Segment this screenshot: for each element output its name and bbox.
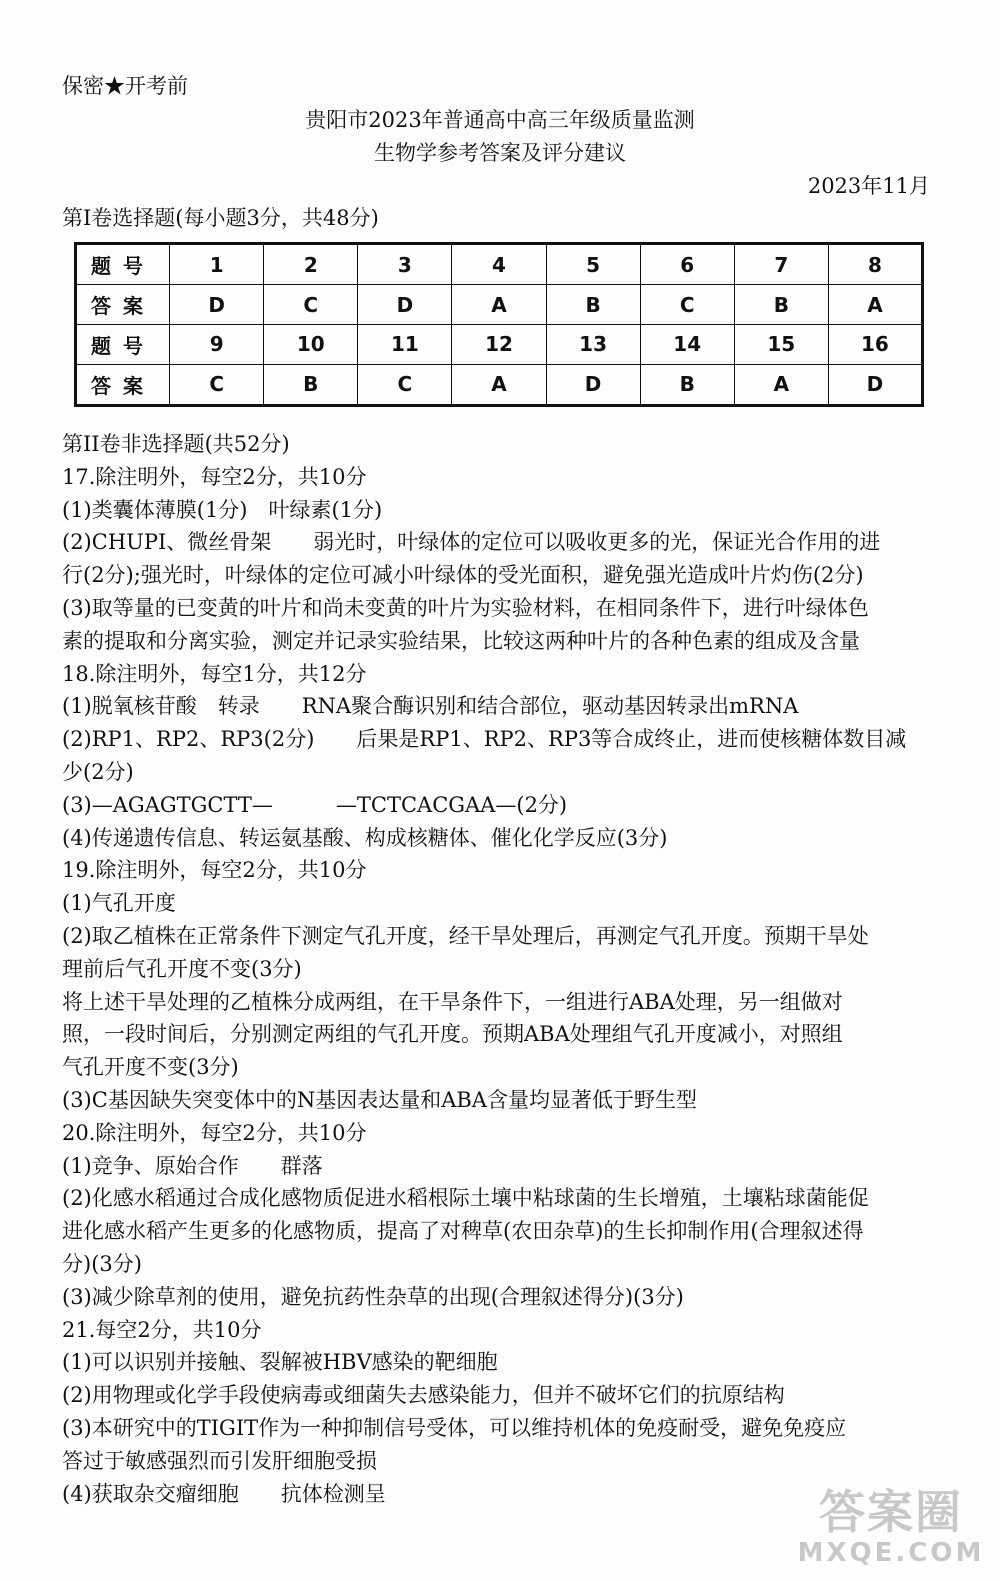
- answer-text-line: (4)获取杂交瘤细胞 抗体检测呈: [62, 1481, 386, 1506]
- question-number-cell: 5: [546, 244, 640, 285]
- answer-text-line: 17.除注明外，每空2分，共10分: [62, 464, 367, 489]
- answer-table: [74, 242, 924, 407]
- question-number-row-label: 题号: [76, 244, 170, 285]
- answer-text-line: (1)脱氧核苷酸 转录 RNA聚合酶识别和结合部位，驱动基因转录出mRNA: [62, 694, 799, 719]
- answer-text-line: (1)气孔开度: [62, 891, 176, 916]
- answer-cell: D: [546, 364, 640, 405]
- answer-cell: D: [170, 285, 264, 325]
- answer-text-line: (3)—AGAGTGCTT— —TCTCACGAA—(2分): [62, 792, 568, 817]
- answer-text-line: (3)C基因缺失突变体中的N基因表达量和ABA含量均显著低于野生型: [62, 1087, 697, 1112]
- answer-cell: B: [640, 364, 734, 405]
- answer-text-line: (1)可以识别并接触、裂解被HBV感染的靶细胞: [62, 1350, 498, 1375]
- answer-text-line: 分)(3分): [62, 1251, 142, 1276]
- question-number-cell: 7: [734, 244, 828, 285]
- answer-text-line: 21.每空2分，共10分: [62, 1317, 262, 1342]
- answer-row-label: 答案: [76, 364, 170, 405]
- question-number-cell: 3: [358, 244, 452, 285]
- question-number-row-label: 题号: [76, 324, 170, 364]
- answer-text-line: 将上述干旱处理的乙植株分成两组，在干旱条件下，一组进行ABA处理，另一组做对: [62, 989, 843, 1014]
- answer-cell: D: [828, 364, 922, 405]
- question-number-cell: 6: [640, 244, 734, 285]
- question-number-cell: 4: [452, 244, 546, 285]
- document-subtitle: 生物学参考答案及评分建议: [374, 141, 626, 165]
- answer-row: [76, 364, 923, 405]
- answer-text-line: 行(2分);强光时，叶绿体的定位可减小叶绿体的受光面积，避免强光造成叶片灼伤(2分): [62, 563, 864, 588]
- question-number-cell: 15: [734, 324, 828, 364]
- answer-row-label: 答案: [76, 285, 170, 325]
- answer-text-line: (3)取等量的已变黄的叶片和尚未变黄的叶片为实验材料，在相同条件下，进行叶绿体色: [62, 595, 869, 620]
- answer-text-line: 19.除注明外，每空2分，共10分: [62, 858, 367, 883]
- watermark: [796, 1485, 986, 1575]
- question-number-cell: 12: [452, 324, 546, 364]
- answer-text-line: 第II卷非选择题(共52分): [62, 432, 290, 456]
- answer-text-line: (2)化感水稻通过合成化感物质促进水稻根际土壤中粘球菌的生长增殖，土壤粘球菌能促: [62, 1186, 869, 1211]
- answer-cell: A: [828, 285, 922, 325]
- answer-cell: B: [264, 364, 358, 405]
- question-number-row: [76, 324, 923, 364]
- question-number-cell: 14: [640, 324, 734, 364]
- answer-text-line: 照，一段时间后，分别测定两组的气孔开度。预期ABA处理组气孔开度减小，对照组: [62, 1022, 843, 1047]
- question-number-cell: 10: [264, 324, 358, 364]
- answer-cell: A: [452, 285, 546, 325]
- answer-text-line: 气孔开度不变(3分): [62, 1055, 239, 1080]
- watermark-url: MXQE.COM: [797, 1538, 985, 1568]
- answer-cell: C: [358, 364, 452, 405]
- question-number-cell: 9: [170, 324, 264, 364]
- answer-text-line: 20.除注明外，每空2分，共10分: [62, 1120, 367, 1145]
- answer-text-line: 少(2分): [62, 759, 134, 784]
- answer-cell: D: [358, 285, 452, 325]
- section1-heading: 第I卷选择题(每小题3分，共48分): [62, 206, 379, 230]
- answer-text-line: 理前后气孔开度不变(3分): [62, 956, 302, 981]
- answer-row: [76, 285, 923, 325]
- answer-cell: B: [734, 285, 828, 325]
- answer-cell: C: [264, 285, 358, 325]
- answer-text-line: (2)RP1、RP2、RP3(2分) 后果是RP1、RP2、RP3等合成终止，进而使核糖体数目减: [62, 727, 907, 752]
- answer-cell: B: [546, 285, 640, 325]
- section2-body: [62, 428, 938, 1510]
- answer-text-line: (4)传递遗传信息、转运氨基酸、构成核糖体、催化化学反应(3分): [62, 825, 668, 850]
- answer-text-line: (2)CHUPI、微丝骨架 弱光时，叶绿体的定位可以吸收更多的光，保证光合作用的进: [62, 530, 881, 555]
- answer-cell: A: [734, 364, 828, 405]
- confidential-label: 保密★开考前: [62, 74, 188, 98]
- answer-text-line: 18.除注明外，每空1分，共12分: [62, 661, 367, 686]
- question-number-cell: 8: [828, 244, 922, 285]
- answer-text-line: 素的提取和分离实验，测定并记录实验结果，比较这两种叶片的各种色素的组成及含量: [62, 628, 860, 653]
- answer-text-line: 答过于敏感强烈而引发肝细胞受损: [62, 1448, 377, 1473]
- answer-text-line: (2)用物理或化学手段使病毒或细菌失去感染能力，但并不破坏它们的抗原结构: [62, 1383, 785, 1408]
- question-number-cell: 2: [264, 244, 358, 285]
- answer-cell: C: [170, 364, 264, 405]
- document-title: 贵阳市2023年普通高中高三年级质量监测: [305, 108, 695, 132]
- answer-text-line: (3)减少除草剂的使用，避免抗药性杂草的出现(合理叙述得分)(3分): [62, 1284, 684, 1309]
- question-number-cell: 11: [358, 324, 452, 364]
- question-number-cell: 13: [546, 324, 640, 364]
- question-number-cell: 1: [170, 244, 264, 285]
- answer-text-line: 进化感水稻产生更多的化感物质，提高了对稗草(农田杂草)的生长抑制作用(合理叙述得: [62, 1219, 864, 1244]
- watermark-logo-text: 答案圈: [819, 1485, 963, 1539]
- answer-cell: A: [452, 364, 546, 405]
- answer-text-line: (2)取乙植株在正常条件下测定气孔开度，经干旱处理后，再测定气孔开度。预期干旱处: [62, 923, 869, 948]
- answer-cell: C: [640, 285, 734, 325]
- answer-text-line: (1)竞争、原始合作 群落: [62, 1153, 323, 1178]
- answer-text-line: (3)本研究中的TIGIT作为一种抑制信号受体，可以维持机体的免疫耐受，避免免疫应: [62, 1415, 847, 1440]
- document-date: 2023年11月: [807, 174, 930, 198]
- question-number-row: [76, 244, 923, 285]
- answer-text-line: (1)类囊体薄膜(1分) 叶绿素(1分): [62, 497, 383, 522]
- question-number-cell: 16: [828, 324, 922, 364]
